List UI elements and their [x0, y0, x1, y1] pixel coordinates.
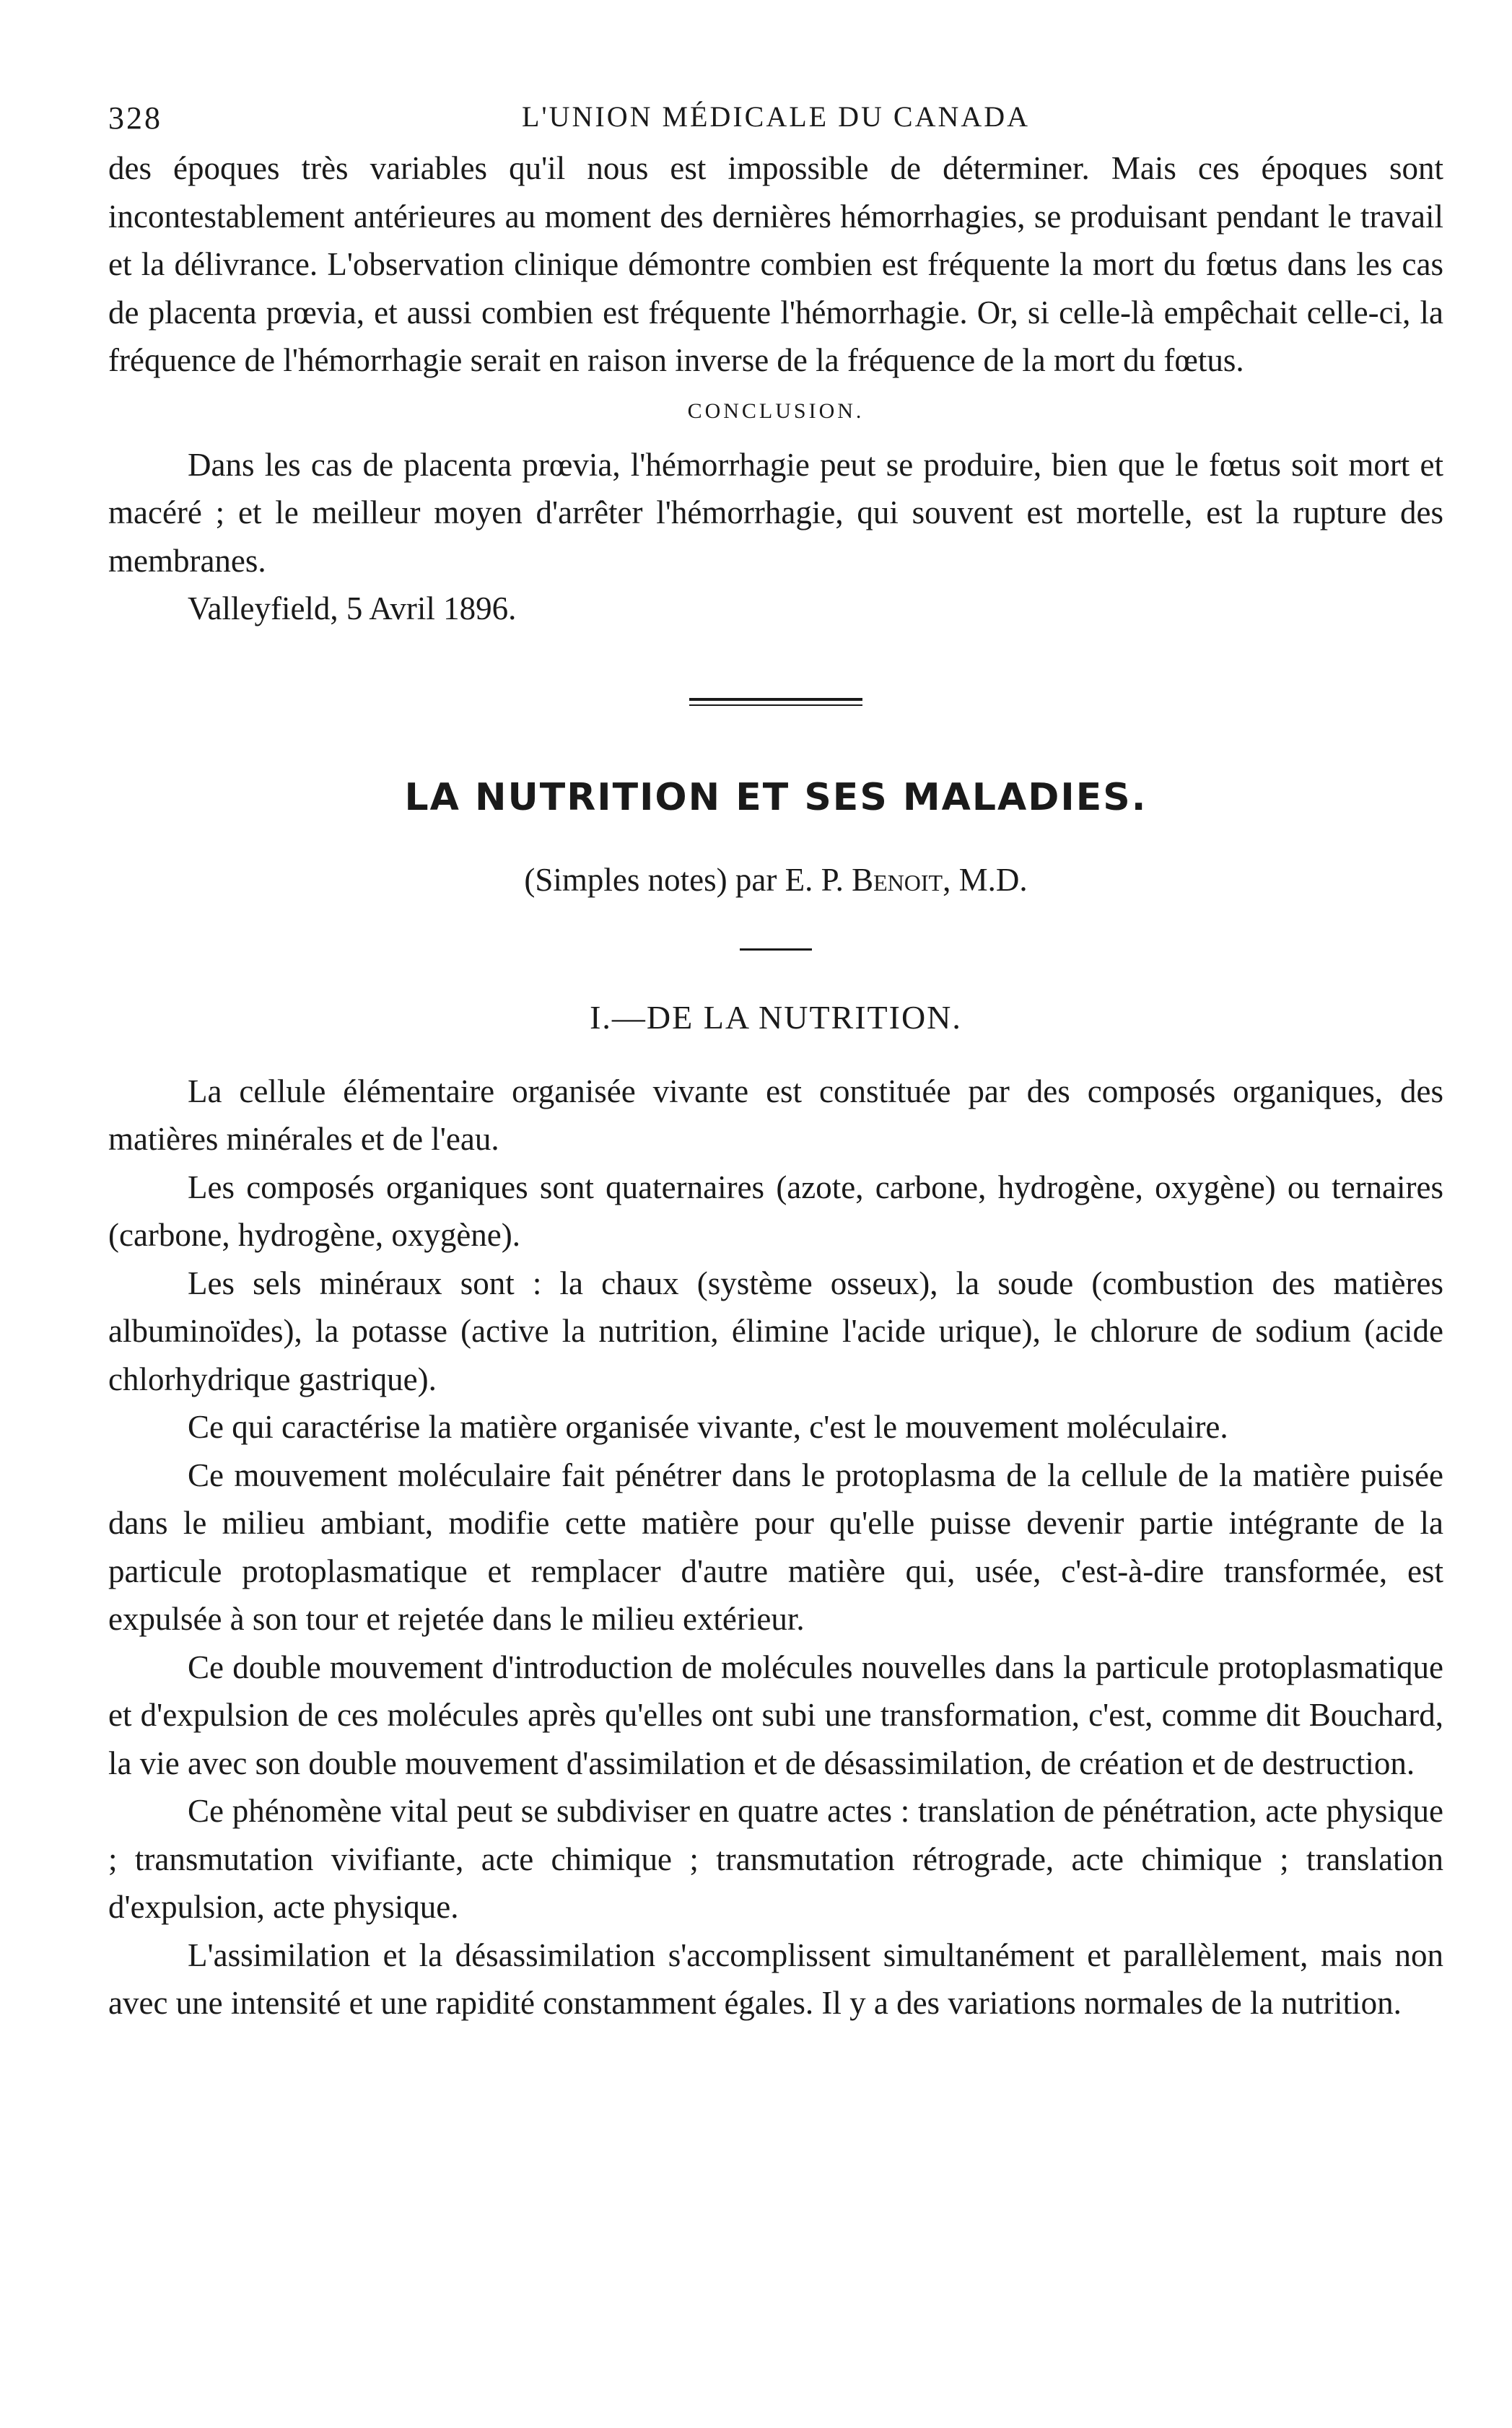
page-number: 328	[108, 100, 162, 136]
article-title: LA NUTRITION ET SES MALADIES.	[404, 775, 1148, 819]
signoff: Valleyfield, 5 Avril 1896.	[188, 590, 517, 626]
section-heading: I.—DE LA NUTRITION.	[590, 998, 962, 1036]
conclusion-paragraph: Dans les cas de placenta prœvia, l'hémorrhagie peut se produire, bien que le fœtus soit mort et macéré ; et le meilleur moyen d'arrêter l'hémorrhagie, qui souvent est mortelle, est la rupture des membranes.	[108, 446, 1443, 579]
running-head	[108, 87, 1443, 144]
byline-suffix: , M.D.	[943, 861, 1028, 898]
body-paragraph: La cellule élémentaire organisée vivante est constituée par des composés organiques, des matières minérales et de l'eau.	[108, 1073, 1443, 1157]
short-rule-divider	[740, 948, 812, 951]
body-paragraph: Ce mouvement moléculaire fait pénétrer dans le protoplasma de la cellule de la matière puisée dans le milieu ambiant, modifie cette matière pour qu'elle puisse devenir partie intégrante de la particule protoplasmatique et remplacer d'autre matière qui, usée, c'est-à-dire transformée, est expulsée à son tour et rejetée dans le milieu extérieur.	[108, 1457, 1443, 1637]
double-rule-divider	[689, 698, 862, 706]
body-paragraph: Les sels minéraux sont : la chaux (système osseux), la soude (combustion des matières albuminoïdes), la potasse (active la nutrition, élimine l'acide urique), le chlorure de sodium (acide chlorhydrique gastrique).	[108, 1265, 1443, 1397]
byline-author: Benoit	[852, 861, 943, 898]
body-paragraph: Les composés organiques sont quaternaires (azote, carbone, hydrogène, oxygène) ou ternaires (carbone, hydrogène, oxygène).	[108, 1169, 1443, 1253]
body-paragraph: L'assimilation et la désassimilation s'accomplissent simultanément et parallèlement, mais non avec une intensité et une rapidité constamment égales. Il y a des variations normales de la nutrition.	[108, 1936, 1443, 2021]
continuation-paragraph: des époques très variables qu'il nous est impossible de déterminer. Mais ces époques sont incontestablement antérieures au moment des dernières hémorrhagies, se produisant pendant le travail et la délivrance. L'observation clinique démontre combien est fréquente la mort du fœtus dans les cas de placenta prœvia, et aussi combien est fréquente l'hémorrhagie. Or, si celle-là empêchait celle-ci, la fréquence de l'hémorrhagie serait en raison inverse de la fréquence de la mort du fœtus.	[108, 150, 1443, 378]
body-paragraph: Ce phénomène vital peut se subdiviser en quatre actes : translation de pénétration, acte physique ; transmutation vivifiante, acte chimique ; transmutation rétrograde, acte chimique ; translation d'expulsion, acte physique.	[108, 1793, 1443, 1925]
conclusion-heading: CONCLUSION.	[687, 398, 865, 423]
body-paragraph: Ce qui caractérise la matière organisée vivante, c'est le mouvement moléculaire.	[188, 1409, 1228, 1445]
byline	[108, 856, 1443, 904]
page	[108, 87, 1443, 2027]
byline-prefix: (Simples notes) par E. P.	[524, 861, 852, 898]
journal-title: L'UNION MÉDICALE DU CANADA	[521, 100, 1031, 133]
body-paragraph: Ce double mouvement d'introduction de molécules nouvelles dans la particule protoplasmatique et d'expulsion de ces molécules après qu'elles ont subi une transformation, c'est, comme dit Bouchard, la vie avec son double mouvement d'assimilation et de désassimilation, de création et de destruction.	[108, 1648, 1443, 1781]
